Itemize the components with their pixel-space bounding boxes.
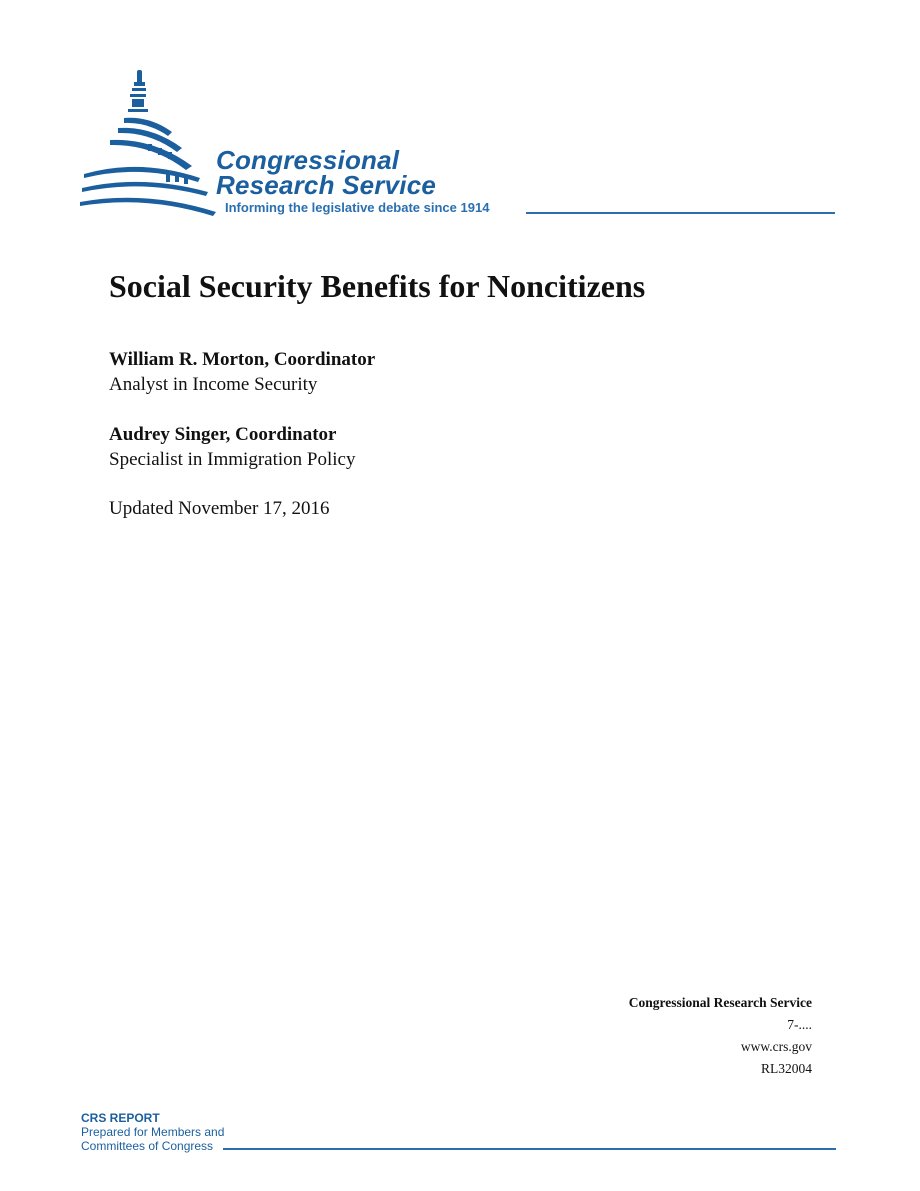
footer-label: CRS REPORT bbox=[81, 1111, 160, 1125]
meta-url[interactable]: www.crs.gov bbox=[740, 1039, 812, 1054]
logo-divider bbox=[526, 212, 835, 214]
meta-report-id: RL32004 bbox=[760, 1061, 812, 1076]
author-role: Specialist in Immigration Policy bbox=[109, 449, 356, 470]
author-block bbox=[109, 348, 375, 398]
meta-number: 7-.... bbox=[787, 1017, 812, 1032]
logo-tagline: Informing the legislative debate since 1914 bbox=[225, 200, 490, 215]
report-title: Social Security Benefits for Noncitizens bbox=[109, 268, 646, 304]
capitol-dome-icon bbox=[80, 66, 220, 226]
footer-line2: Prepared for Members and bbox=[81, 1125, 225, 1139]
crs-report-footer bbox=[81, 1111, 836, 1155]
crs-logo bbox=[80, 66, 840, 226]
author-name: William R. Morton, Coordinator bbox=[109, 349, 376, 370]
footer-divider bbox=[223, 1148, 836, 1150]
author-name: Audrey Singer, Coordinator bbox=[109, 424, 337, 445]
updated-date: Updated November 17, 2016 bbox=[109, 498, 330, 519]
report-meta bbox=[629, 992, 812, 1080]
logo-wordmark-line2: Research Service bbox=[216, 170, 437, 200]
author-role: Analyst in Income Security bbox=[109, 374, 318, 395]
meta-organization: Congressional Research Service bbox=[628, 995, 812, 1010]
logo-wordmark-line1: Congressional bbox=[216, 145, 400, 175]
author-block bbox=[109, 423, 355, 473]
footer-line3: Committees of Congress bbox=[81, 1139, 214, 1153]
